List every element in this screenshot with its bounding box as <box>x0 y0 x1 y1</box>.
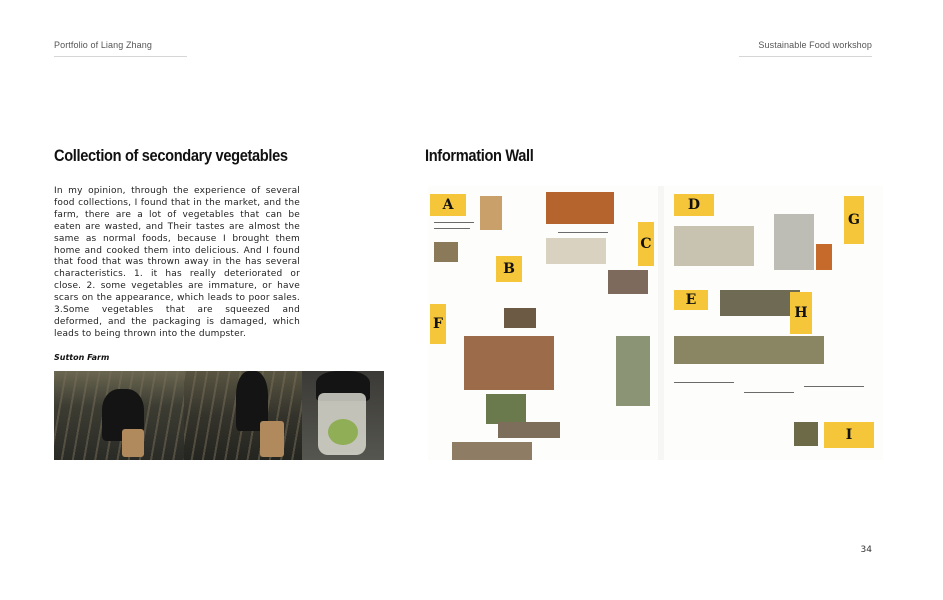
farm-photo-1 <box>54 371 184 460</box>
farm-photo-2 <box>184 371 302 460</box>
tag-e: E <box>674 290 708 310</box>
header-left-rule <box>54 56 187 57</box>
tag-d: D <box>674 194 714 216</box>
tag-b: B <box>496 256 522 282</box>
header-left-text: Portfolio of Liang Zhang <box>54 40 152 50</box>
tag-f: F <box>430 304 446 344</box>
sutton-farm-photos <box>54 371 384 460</box>
tag-i: I <box>824 422 874 448</box>
tag-c: C <box>638 222 654 266</box>
tag-h: H <box>790 292 812 334</box>
body-paragraph: In my opinion, through the experience of several food collections, I found that in the market, and the farm, there are a lot of vegetables that can be eaten are wasted, and Their tastes are almost the same as normal foods, because I brought them home and cooked them into delicious. And I found that food that was thrown away in the has several characteristics. 1. it has really deteriorated or close. 2. some vegetables are immature, or have scars on the appearance, which leads to poor sales. 3.Some vegetables that are squeezed and deformed, and the packaging is damaged, which leads to being thrown into the dumpster. <box>54 186 300 339</box>
information-wall-image <box>428 186 883 460</box>
section-title-collection: Collection of secondary vegetables <box>54 146 288 165</box>
header-workshop <box>739 40 872 57</box>
wall-panel-left <box>428 186 658 460</box>
tag-g: G <box>844 196 864 244</box>
tag-a: A <box>430 194 466 216</box>
page-number: 34 <box>860 545 872 555</box>
subheading-sutton-farm: Sutton Farm <box>54 353 110 362</box>
header-portfolio <box>54 40 187 57</box>
section-title-information-wall: Information Wall <box>425 146 534 165</box>
farm-photo-3 <box>302 371 384 460</box>
header-right-rule <box>739 56 872 57</box>
header-right-text: Sustainable Food workshop <box>758 40 872 50</box>
wall-panel-right <box>664 186 883 460</box>
